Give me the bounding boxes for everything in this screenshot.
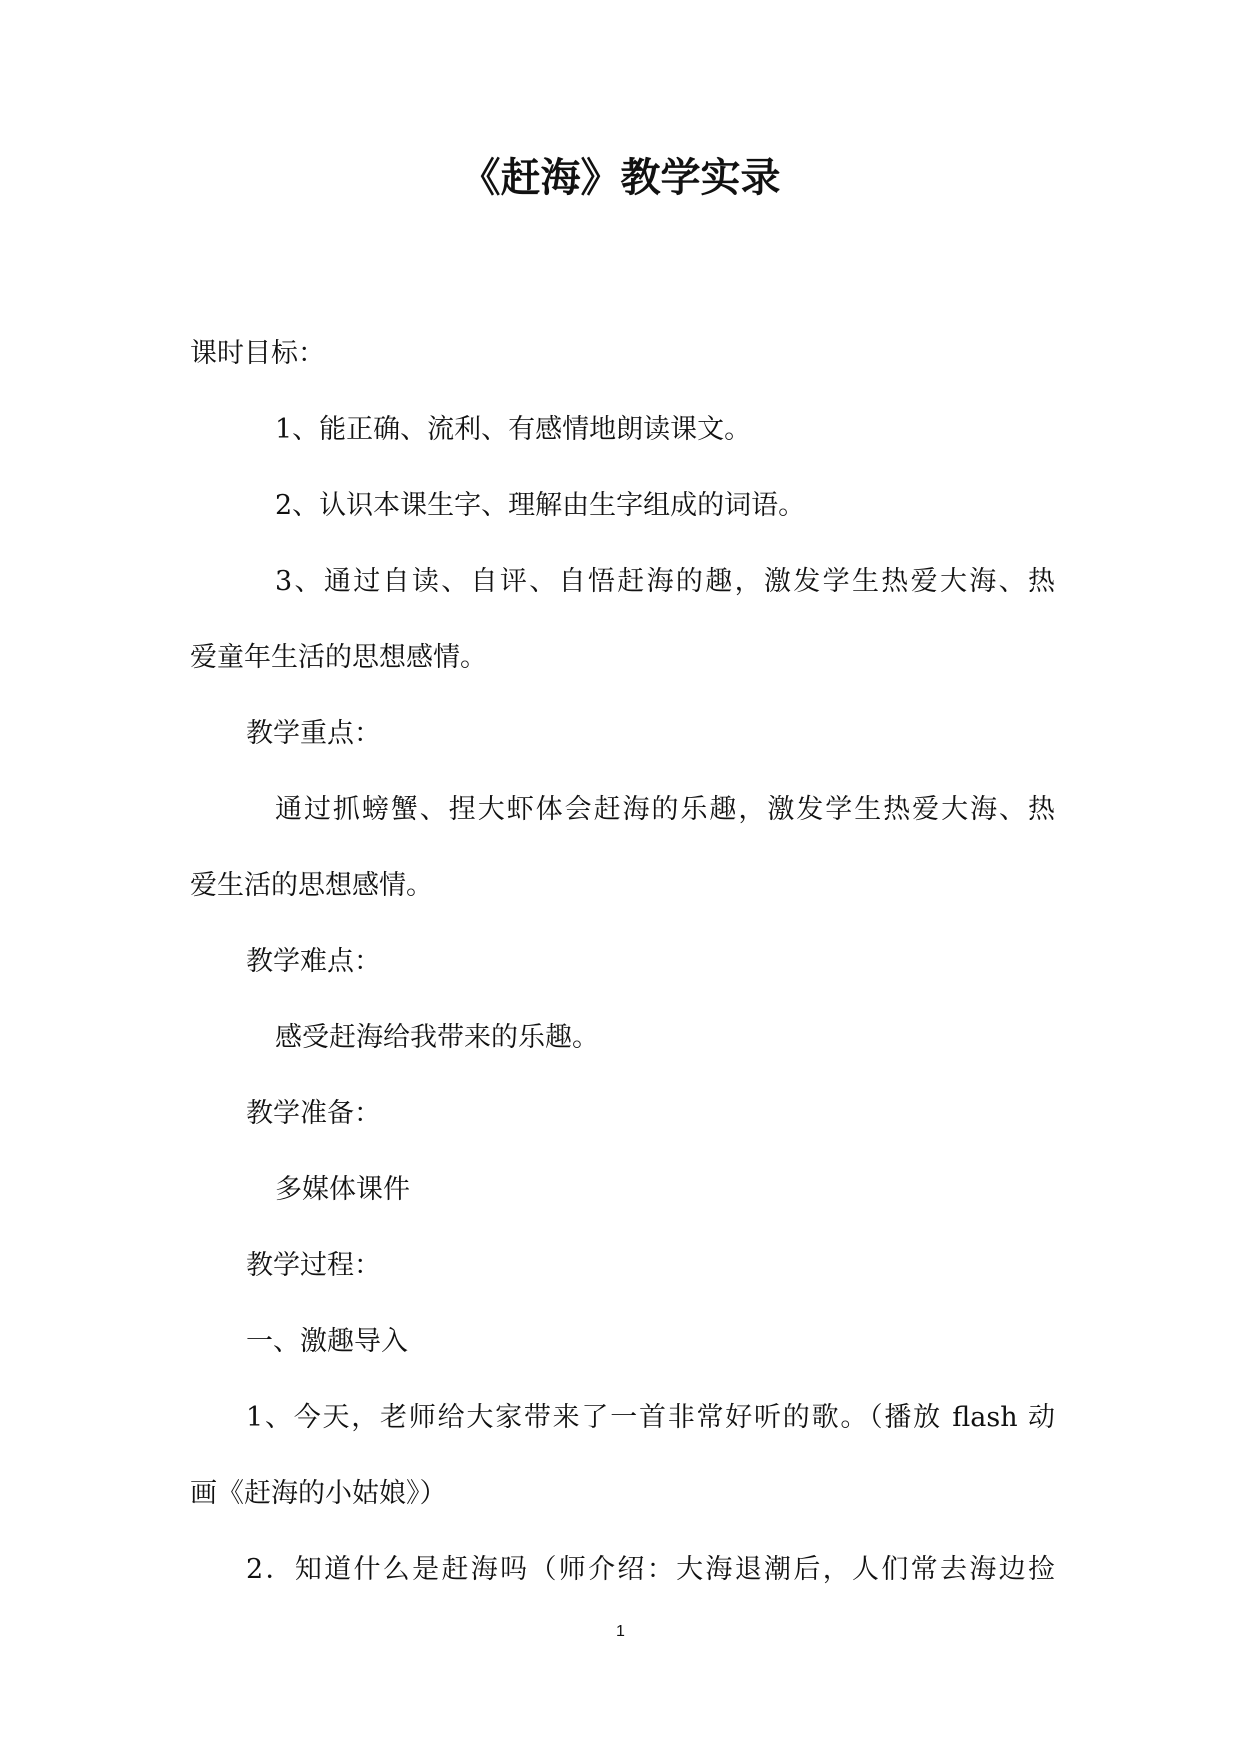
text-line: 画《赶海的小姑娘》） xyxy=(190,1478,447,1509)
text-line: 课时目标： xyxy=(190,338,325,369)
text-line: 教学准备： xyxy=(246,1098,381,1129)
text-line: 一、激趣导入 xyxy=(246,1326,408,1357)
text-line: 多媒体课件 xyxy=(275,1174,410,1205)
text-line: 1、今天，老师给大家带来了一首非常好听的歌。（播放 flash 动 xyxy=(246,1402,1055,1433)
page-number: 1 xyxy=(616,1623,625,1640)
document-title: 《赶海》教学实录 xyxy=(460,155,781,201)
text-line: 2、认识本课生字、理解由生字组成的词语。 xyxy=(275,490,806,521)
text-line: 教学过程： xyxy=(246,1250,381,1281)
text-line: 2．知道什么是赶海吗（师介绍：大海退潮后，人们常去海边捡 xyxy=(246,1554,1055,1585)
text-line: 教学重点： xyxy=(246,718,381,749)
text-line: 1、能正确、流利、有感情地朗读课文。 xyxy=(275,414,752,445)
text-line: 通过抓螃蟹、捏大虾体会赶海的乐趣，激发学生热爱大海、热 xyxy=(275,794,1055,825)
text-line: 感受赶海给我带来的乐趣。 xyxy=(275,1022,599,1053)
text-line: 教学难点： xyxy=(246,946,381,977)
text-line: 爱童年生活的思想感情。 xyxy=(190,642,487,673)
text-line: 爱生活的思想感情。 xyxy=(190,870,433,901)
text-line: 3、通过自读、自评、自悟赶海的趣，激发学生热爱大海、热 xyxy=(275,566,1055,597)
